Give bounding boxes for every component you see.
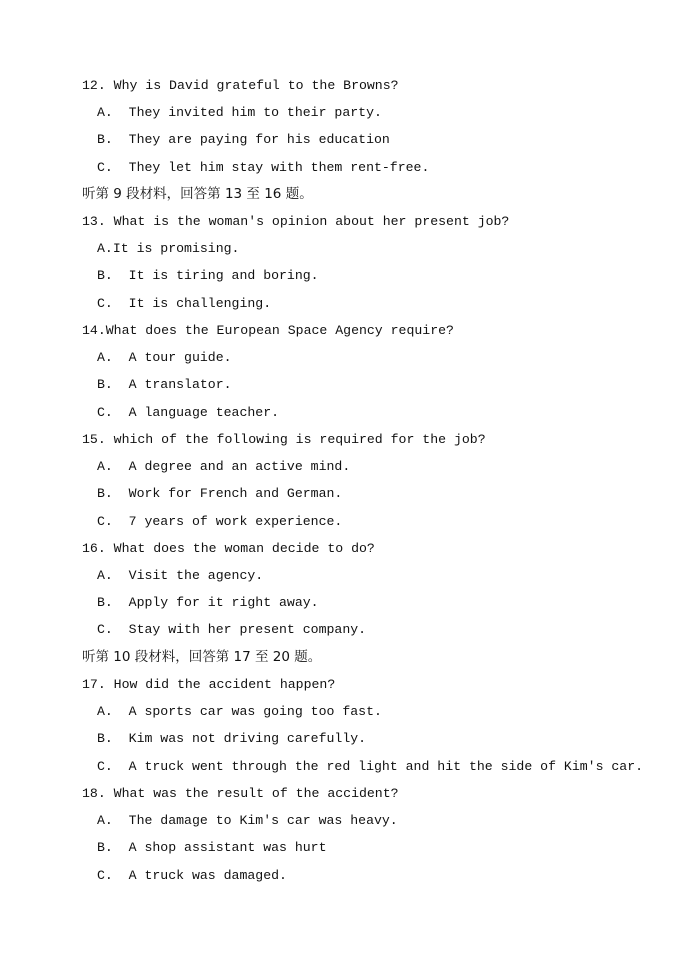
question-17-option-c: C. A truck went through the red light and hit the side of Kim's car. [97,759,644,774]
section-heading-material-10: 听第 10 段材料，回答第 17 至 20 题。 [82,649,322,665]
question-15-option-a: A. A degree and an active mind. [97,459,351,474]
question-18: 18. What was the result of the accident? [82,786,399,801]
question-15-option-b: B. Work for French and German. [97,486,343,501]
question-16: 16. What does the woman decide to do? [82,541,375,556]
question-13-option-c: C. It is challenging. [97,296,272,311]
question-14-option-b: B. A translator. [97,377,232,392]
question-12: 12. Why is David grateful to the Browns? [82,78,399,93]
question-12-option-c: C. They let him stay with them rent-free. [97,160,430,175]
question-12-option-b: B. They are paying for his education [97,132,390,147]
question-17-option-a: A. A sports car was going too fast. [97,704,382,719]
section-heading-material-9: 听第 9 段材料，回答第 13 至 16 题。 [82,186,313,202]
question-14-option-c: C. A language teacher. [97,405,280,420]
question-16-option-b: B. Apply for it right away. [97,595,319,610]
question-13-option-b: B. It is tiring and boring. [97,268,319,283]
question-13-option-a: A.It is promising. [97,241,240,256]
question-16-option-c: C. Stay with her present company. [97,622,367,637]
question-12-option-a: A. They invited him to their party. [97,105,382,120]
question-15-option-c: C. 7 years of work experience. [97,514,343,529]
question-17-option-b: B. Kim was not driving carefully. [97,731,367,746]
question-14-option-a: A. A tour guide. [97,350,232,365]
question-15: 15. which of the following is required for the job? [82,432,486,447]
question-18-option-b: B. A shop assistant was hurt [97,840,327,855]
question-13: 13. What is the woman's opinion about her present job? [82,214,510,229]
question-18-option-a: A. The damage to Kim's car was heavy. [97,813,398,828]
question-17: 17. How did the accident happen? [82,677,336,692]
question-16-option-a: A. Visit the agency. [97,568,264,583]
question-14: 14.What does the European Space Agency require? [82,323,454,338]
question-18-option-c: C. A truck was damaged. [97,868,287,883]
